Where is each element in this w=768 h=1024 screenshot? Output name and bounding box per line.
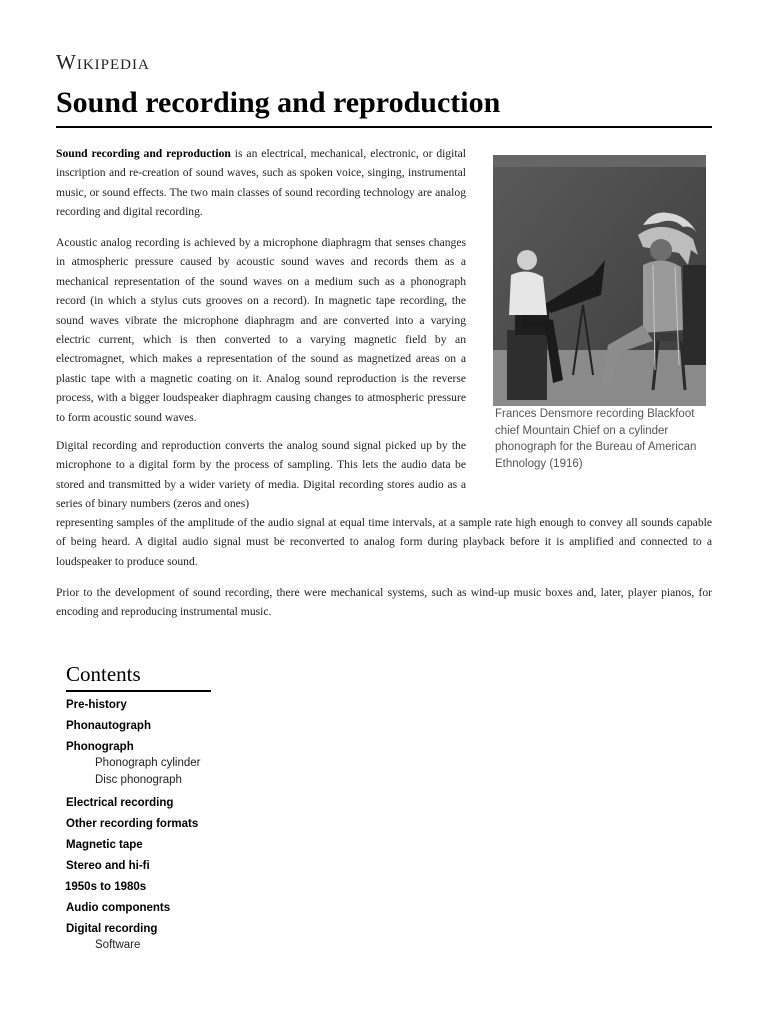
page-title: Sound recording and reproduction (56, 86, 501, 119)
toc-item-digital-recording[interactable]: Digital recording (66, 923, 158, 935)
toc-item-phonograph[interactable]: Phonograph (66, 741, 134, 753)
toc-item-stereo-and-hi-fi[interactable]: Stereo and hi-fi (66, 860, 150, 872)
paragraph-digital-wide: representing samples of the amplitude of the audio signal at equal time intervals, at a sample rate high enough to convey all sounds capable of being heard. A digital audio signal must be reconverted to analog form during playback before it is amplified and connected to a loudspeaker to produce sound. (56, 516, 712, 568)
paragraph-prehistory: Prior to the development of sound recording, there were mechanical systems, such as wind-up music boxes and, later, player pianos, for encoding and reproducing instrumental music. (56, 586, 712, 619)
intro-text: is an electrical, mechanical, electronic, or digital inscription and re-creation of sound waves, such as spoken voice, singing, instrumental music, or sound effects. The two main classes of sound recording technology are analog recording and digital recording. (56, 147, 466, 219)
paragraph-analog: Acoustic analog recording is achieved by a microphone diaphragm that senses changes in atmospheric pressure caused by acoustic sound waves and records them as a mechanical representation of the sound waves on a medium such as a phonograph record (in which a stylus cuts grooves on a record). In magnetic tape recording, the sound waves vibrate the microphone diaphragm and are converted into a varying electric current, which is then converted to a varying magnetic field by an electromagnet, which makes a representation of the sound as magnetized areas on a plastic tape with a magnetic coating on it. Analog sound reproduction is the reverse process, with a bigger loudspeaker diaphragm causing changes to atmospheric pressure to form acoustic sound waves. (56, 236, 466, 424)
figure-caption: Frances Densmore recording Blackfoot chief Mountain Chief on a cylinder phonograph for the Bureau of American Ethnology (1916) (495, 408, 697, 470)
contents-heading: Contents (66, 662, 141, 686)
toc-item-audio-components[interactable]: Audio components (66, 902, 171, 914)
phonograph-recording-photo[interactable] (493, 155, 706, 406)
paragraph-digital-narrow: Digital recording and reproduction converts the analog sound signal picked up by the microphone to a digital form by the process of sampling. This lets the audio data be stored and transmitted by a wider variety of media. Digital recording stores audio as a series of binary numbers (zeros and ones) (56, 439, 466, 511)
toc-item-magnetic-tape[interactable]: Magnetic tape (66, 839, 143, 851)
toc-item-1950s-to-1980s[interactable]: 1950s to 1980s (65, 881, 147, 893)
toc-item-phonautograph[interactable]: Phonautograph (66, 720, 151, 732)
wikipedia-wordmark[interactable]: Wikipedia (56, 50, 150, 74)
intro-paragraph (56, 144, 466, 222)
toc-subitem-phonograph-cylinder[interactable]: Phonograph cylinder (95, 757, 201, 769)
intro-bold-term: Sound recording and reproduction (56, 147, 231, 160)
toc-item-other-recording-formats[interactable]: Other recording formats (66, 818, 199, 830)
toc-item-pre-history[interactable]: Pre-history (66, 699, 127, 711)
toc-item-electrical-recording[interactable]: Electrical recording (66, 797, 174, 809)
title-divider (56, 126, 712, 128)
toc-subitem-software[interactable]: Software (95, 939, 141, 951)
toc-subitem-disc-phonograph[interactable]: Disc phonograph (95, 774, 182, 786)
contents-divider (66, 690, 211, 692)
